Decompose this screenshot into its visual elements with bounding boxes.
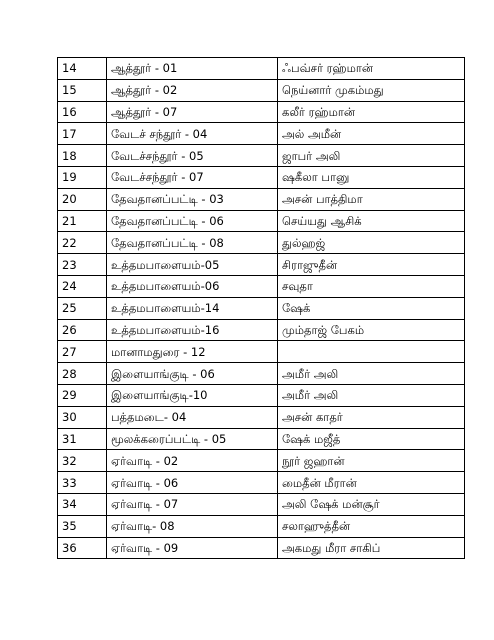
row-number: 35 xyxy=(58,515,107,537)
table-row xyxy=(58,537,465,559)
row-number: 34 xyxy=(58,493,107,515)
table-row xyxy=(58,384,465,406)
row-number: 36 xyxy=(58,537,107,559)
row-number: 22 xyxy=(58,232,107,254)
name-cell: ஜாபர் அலி xyxy=(278,145,465,167)
place-cell: இளையாங்குடி - 06 xyxy=(107,363,278,385)
place-cell: ஏர்வாடி - 06 xyxy=(107,472,278,494)
name-cell: அசன் பாத்திமா xyxy=(278,188,465,210)
name-cell: அமீர் அலி xyxy=(278,384,465,406)
place-cell: உத்தமபாளையம்-14 xyxy=(107,297,278,319)
table-row xyxy=(58,210,465,232)
place-cell: மூலக்கரைப்பட்டி - 05 xyxy=(107,428,278,450)
table-row xyxy=(58,275,465,297)
table-row xyxy=(58,428,465,450)
name-cell: நெய்னார் முகம்மது xyxy=(278,79,465,101)
table-row xyxy=(58,515,465,537)
table-row xyxy=(58,319,465,341)
name-cell: கலீர் ரஹ்மான் xyxy=(278,101,465,123)
row-number: 20 xyxy=(58,188,107,210)
place-cell: ஆத்தூர் - 07 xyxy=(107,101,278,123)
place-cell: உத்தமபாளையம்-16 xyxy=(107,319,278,341)
name-cell: சவுதா xyxy=(278,275,465,297)
place-cell: தேவதானப்பட்டி - 03 xyxy=(107,188,278,210)
table-row xyxy=(58,363,465,385)
row-number: 29 xyxy=(58,384,107,406)
table-row xyxy=(58,254,465,276)
table-row xyxy=(58,58,465,80)
name-cell: ஷேக் மஜீத் xyxy=(278,428,465,450)
place-cell: ஏர்வாடி - 02 xyxy=(107,450,278,472)
table-row xyxy=(58,188,465,210)
name-cell: துல்ஹஜ் xyxy=(278,232,465,254)
table-row xyxy=(58,297,465,319)
place-cell: வேடச்சந்தூர் - 07 xyxy=(107,166,278,188)
table-row xyxy=(58,493,465,515)
table-body xyxy=(58,58,465,559)
table-row xyxy=(58,450,465,472)
place-cell: பத்தமடை- 04 xyxy=(107,406,278,428)
place-cell: வேடச்சந்தூர் - 05 xyxy=(107,145,278,167)
table-row xyxy=(58,101,465,123)
row-number: 28 xyxy=(58,363,107,385)
row-number: 24 xyxy=(58,275,107,297)
row-number: 21 xyxy=(58,210,107,232)
place-cell: ஏர்வாடி- 08 xyxy=(107,515,278,537)
row-number: 15 xyxy=(58,79,107,101)
place-cell: உத்தமபாளையம்-05 xyxy=(107,254,278,276)
row-number: 17 xyxy=(58,123,107,145)
place-cell: ஏர்வாடி - 09 xyxy=(107,537,278,559)
table-row xyxy=(58,341,465,363)
row-number: 27 xyxy=(58,341,107,363)
row-number: 33 xyxy=(58,472,107,494)
row-number: 26 xyxy=(58,319,107,341)
place-cell: இளையாங்குடி-10 xyxy=(107,384,278,406)
name-cell: மும்தாஜ் பேகம் xyxy=(278,319,465,341)
name-cell: சிராஜுதீன் xyxy=(278,254,465,276)
place-cell: ஆத்தூர் - 02 xyxy=(107,79,278,101)
row-number: 30 xyxy=(58,406,107,428)
place-cell: வேடச் சந்தூர் - 04 xyxy=(107,123,278,145)
name-cell: அலி ஷேக் மன்சூர் xyxy=(278,493,465,515)
candidate-table xyxy=(57,57,465,559)
row-number: 25 xyxy=(58,297,107,319)
name-cell: செய்யது ஆசிக் xyxy=(278,210,465,232)
name-cell xyxy=(278,341,465,363)
place-cell: மானாமதுரை - 12 xyxy=(107,341,278,363)
table-row xyxy=(58,123,465,145)
table-row xyxy=(58,166,465,188)
name-cell: ஷேக் xyxy=(278,297,465,319)
name-cell: அல் அமீன் xyxy=(278,123,465,145)
row-number: 14 xyxy=(58,58,107,80)
name-cell: மைதீன் மீரான் xyxy=(278,472,465,494)
place-cell: ஆத்தூர் - 01 xyxy=(107,58,278,80)
row-number: 16 xyxy=(58,101,107,123)
table-row xyxy=(58,232,465,254)
name-cell: அகமது மீரா சாகிப் xyxy=(278,537,465,559)
row-number: 31 xyxy=(58,428,107,450)
table-row xyxy=(58,79,465,101)
row-number: 19 xyxy=(58,166,107,188)
row-number: 23 xyxy=(58,254,107,276)
table-row xyxy=(58,145,465,167)
place-cell: ஏர்வாடி - 07 xyxy=(107,493,278,515)
place-cell: தேவதானப்பட்டி - 06 xyxy=(107,210,278,232)
table-row xyxy=(58,472,465,494)
place-cell: உத்தமபாளையம்-06 xyxy=(107,275,278,297)
row-number: 32 xyxy=(58,450,107,472)
name-cell: நூர் ஜஹான் xyxy=(278,450,465,472)
place-cell: தேவதானப்பட்டி - 08 xyxy=(107,232,278,254)
name-cell: ஷகீலா பானு xyxy=(278,166,465,188)
name-cell: அமீர் அலி xyxy=(278,363,465,385)
row-number: 18 xyxy=(58,145,107,167)
name-cell: சலாஹுத்தீன் xyxy=(278,515,465,537)
name-cell: அசன் காதர் xyxy=(278,406,465,428)
name-cell: ஃபவ்சர் ரஹ்மான் xyxy=(278,58,465,80)
table-row xyxy=(58,406,465,428)
